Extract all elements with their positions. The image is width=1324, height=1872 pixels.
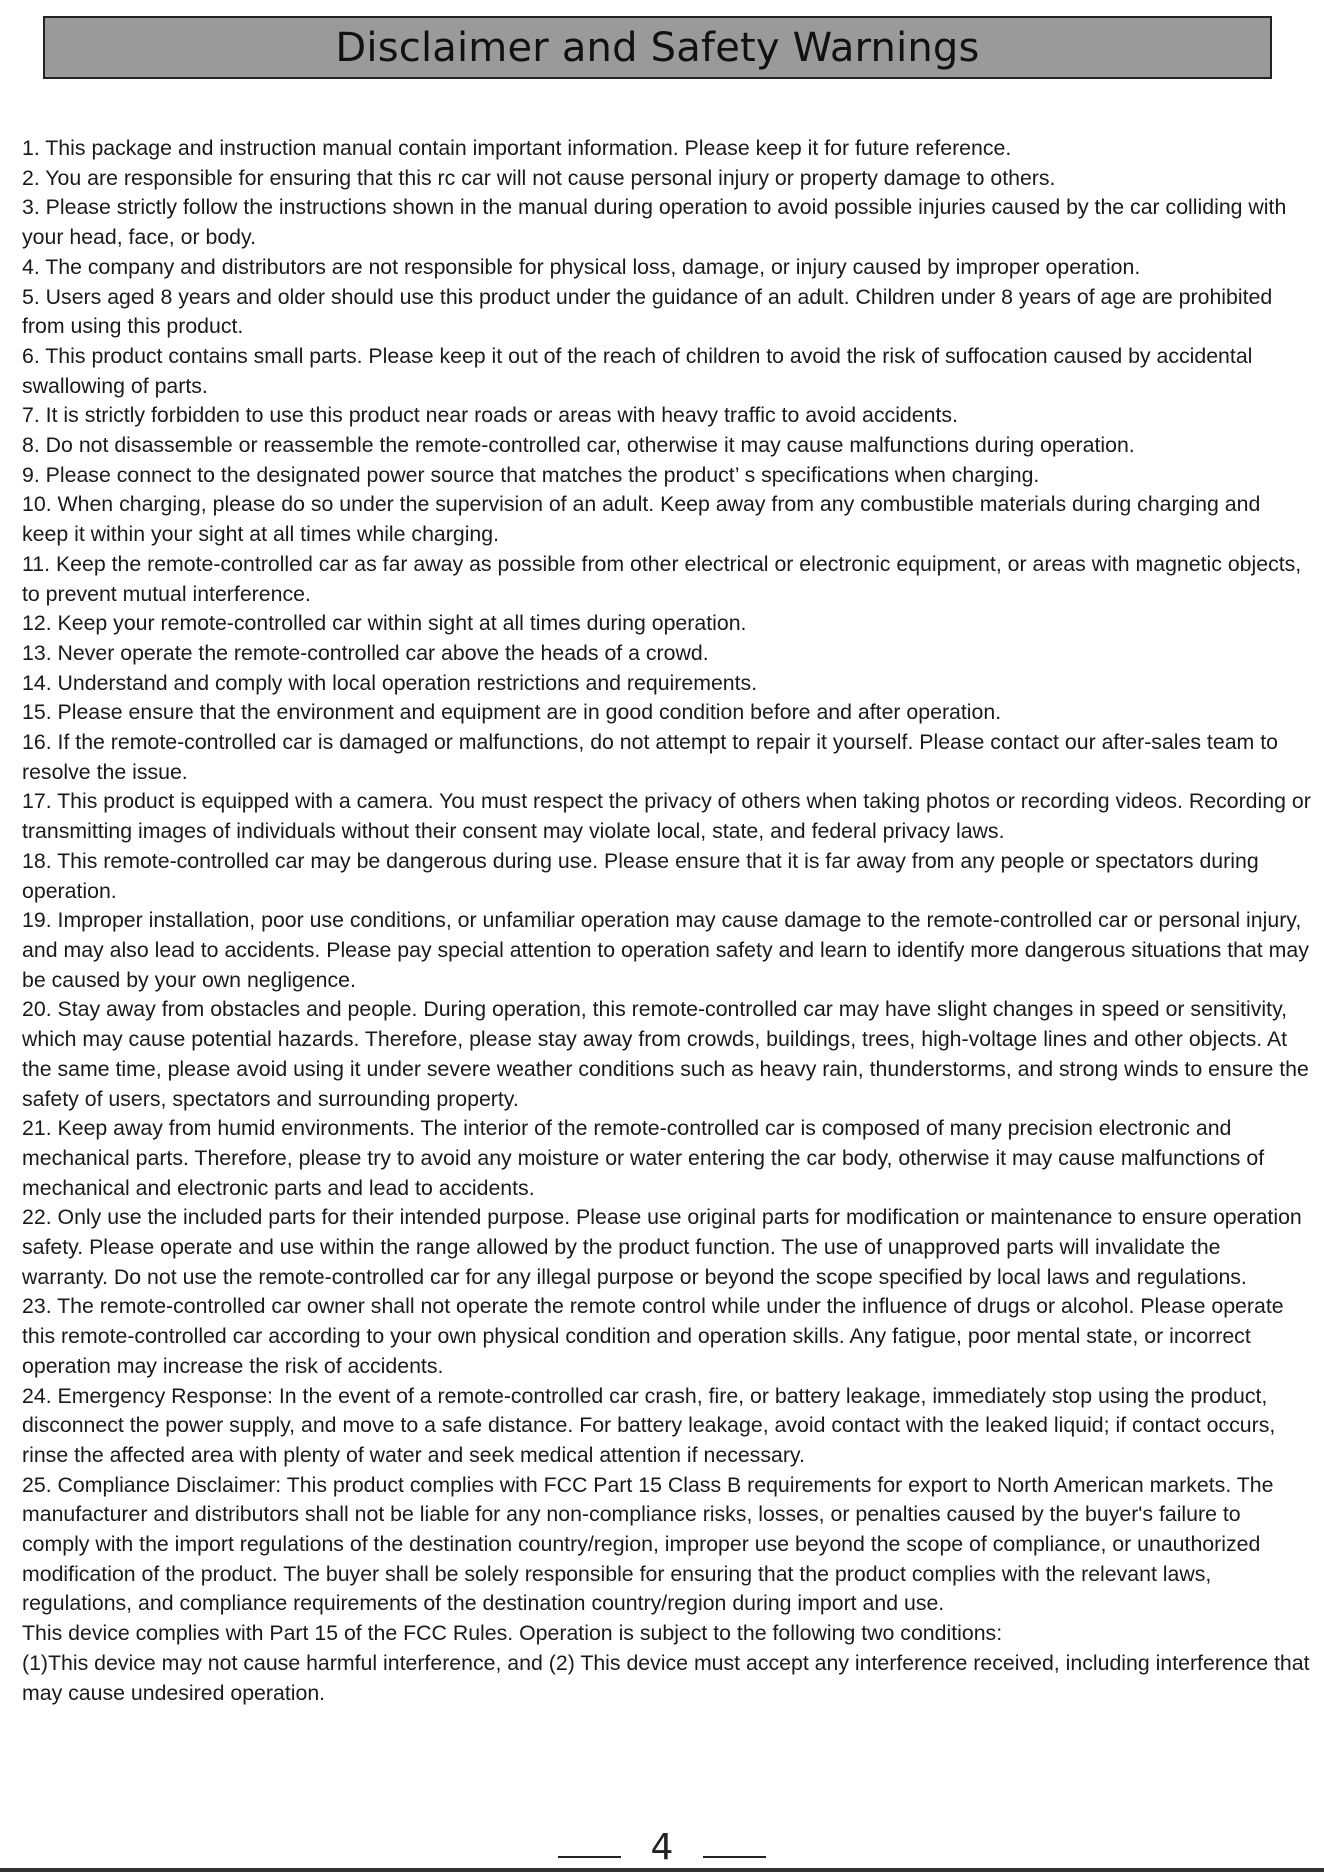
warning-item-11: 11. Keep the remote-controlled car as far away as possible from other electrical or electronic equipment, or areas with magnetic objects, to prevent mutual interference. [22,551,1302,606]
page-number: 4 [650,1827,674,1868]
page-title: Disclaimer and Safety Warnings [335,24,980,71]
footer-rule-right [703,1856,766,1858]
warning-item-8: 8. Do not disassemble or reassemble the remote-controlled car, otherwise it may cause malfunctions during operation. [22,433,1135,458]
footer-rule-left [558,1856,621,1858]
warning-item-17: 17. This product is equipped with a camera. You must respect the privacy of others when taking photos or recording videos. Recording or transmitting images of individuals without their consent may violate local, state, and federal privacy laws. [22,789,1311,844]
warnings-list [22,134,1312,1708]
warning-item-14: 14. Understand and comply with local operation restrictions and requirements. [22,670,758,695]
title-banner [43,16,1272,79]
warning-item-24: 24. Emergency Response: In the event of a remote-controlled car crash, fire, or battery leakage, immediately stop using the product, disconnect the power supply, and move to a safe distance. For battery leakage, avoid contact with the leaked liquid; if contact occurs, rinse the affected area with plenty of water and seek medical attention if necessary. [22,1383,1276,1467]
warning-item-3: 3. Please strictly follow the instructions shown in the manual during operation to avoid possible injuries caused by the car colliding with your head, face, or body. [22,195,1287,250]
warning-item-19: 19. Improper installation, poor use conditions, or unfamiliar operation may cause damage to the remote-controlled car or personal injury, and may also lead to accidents. Please pay special attention to operation safety and learn to identify more dangerous situations that may be caused by your own negligence. [22,908,1309,992]
warning-item-15: 15. Please ensure that the environment and equipment are in good condition before and after operation. [22,700,1002,725]
warning-item-10: 10. When charging, please do so under the supervision of an adult. Keep away from any combustible materials during charging and keep it within your sight at all times while charging. [22,492,1261,547]
warning-item-5: 5. Users aged 8 years and older should use this product under the guidance of an adult. Children under 8 years of age are prohibited from using this product. [22,284,1273,339]
warning-item-18: 18. This remote-controlled car may be dangerous during use. Please ensure that it is far away from any people or spectators during operation. [22,848,1259,903]
warning-item-12: 12. Keep your remote-controlled car within sight at all times during operation. [22,611,747,636]
warning-item-16: 16. If the remote-controlled car is damaged or malfunctions, do not attempt to repair it yourself. Please contact our after-sales team to resolve the issue. [22,730,1278,784]
warning-item-6: 6. This product contains small parts. Please keep it out of the reach of children to avoid the risk of suffocation caused by accidental swallowing of parts. [22,343,1253,398]
warning-item-1: 1. This package and instruction manual contain important information. Please keep it for future reference. [22,136,1012,160]
page-footer [0,1828,1324,1868]
warning-item-7: 7. It is strictly forbidden to use this product near roads or areas with heavy traffic to avoid accidents. [22,403,958,428]
warning-item-22: 22. Only use the included parts for their intended purpose. Please use original parts for modification or maintenance to ensure operation safety. Please operate and use within the range allowed by the product function. The use of unapproved parts will invalidate the warranty. Do not use the remote-controlled car for any illegal purpose or beyond the scope specified by local laws and regulations. [22,1205,1302,1289]
warning-item-4: 4. The company and distributors are not responsible for physical loss, damage, or injury caused by improper operation. [22,254,1141,279]
warning-item-21: 21. Keep away from humid environments. The interior of the remote-controlled car is composed of many precision electronic and mechanical parts. Therefore, please try to avoid any moisture or water entering the car body, otherwise it may cause malfunctions of mechanical and electronic parts and lead to accidents. [22,1116,1265,1200]
warning-item-2: 2. You are responsible for ensuring that this rc car will not cause personal injury or property damage to others. [22,165,1056,190]
fcc-conditions: (1)This device may not cause harmful interference, and (2) This device must accept any interference received, including interference that may cause undesired operation. [22,1650,1310,1705]
warning-item-20: 20. Stay away from obstacles and people. During operation, this remote-controlled car may have slight changes in speed or sensitivity, which may cause potential hazards. Therefore, please stay away from crowds, buildings, trees, high-voltage lines and other objects. At the same time, please avoid using it under severe weather conditions such as heavy rain, thunderstorms, and strong winds to ensure the safety of users, spectators and surrounding property. [22,997,1309,1111]
warning-item-23: 23. The remote-controlled car owner shall not operate the remote control while under the influence of drugs or alcohol. Please operate this remote-controlled car according to your own physical condition and operation skills. Any fatigue, poor mental state, or incorrect operation may increase the risk of accidents. [22,1294,1284,1378]
warning-item-13: 13. Never operate the remote-controlled car above the heads of a crowd. [22,640,709,665]
warning-item-25: 25. Compliance Disclaimer: This product complies with FCC Part 15 Class B requirements for export to North American markets. The manufacturer and distributors shall not be liable for any non-compliance risks, losses, or penalties caused by the buyer's failure to comply with the import regulations of the destination country/region, improper use beyond the scope of compliance, or unauthorized modification of the product. The buyer shall be solely responsible for ensuring that the product complies with the relevant laws, regulations, and compliance requirements of the destination country/region during import and use. [22,1472,1274,1616]
warning-item-9: 9. Please connect to the designated power source that matches the product’ s specifications when charging. [22,462,1040,487]
bottom-border [0,1868,1324,1872]
fcc-statement: This device complies with Part 15 of the FCC Rules. Operation is subject to the following two conditions: [22,1621,1003,1646]
